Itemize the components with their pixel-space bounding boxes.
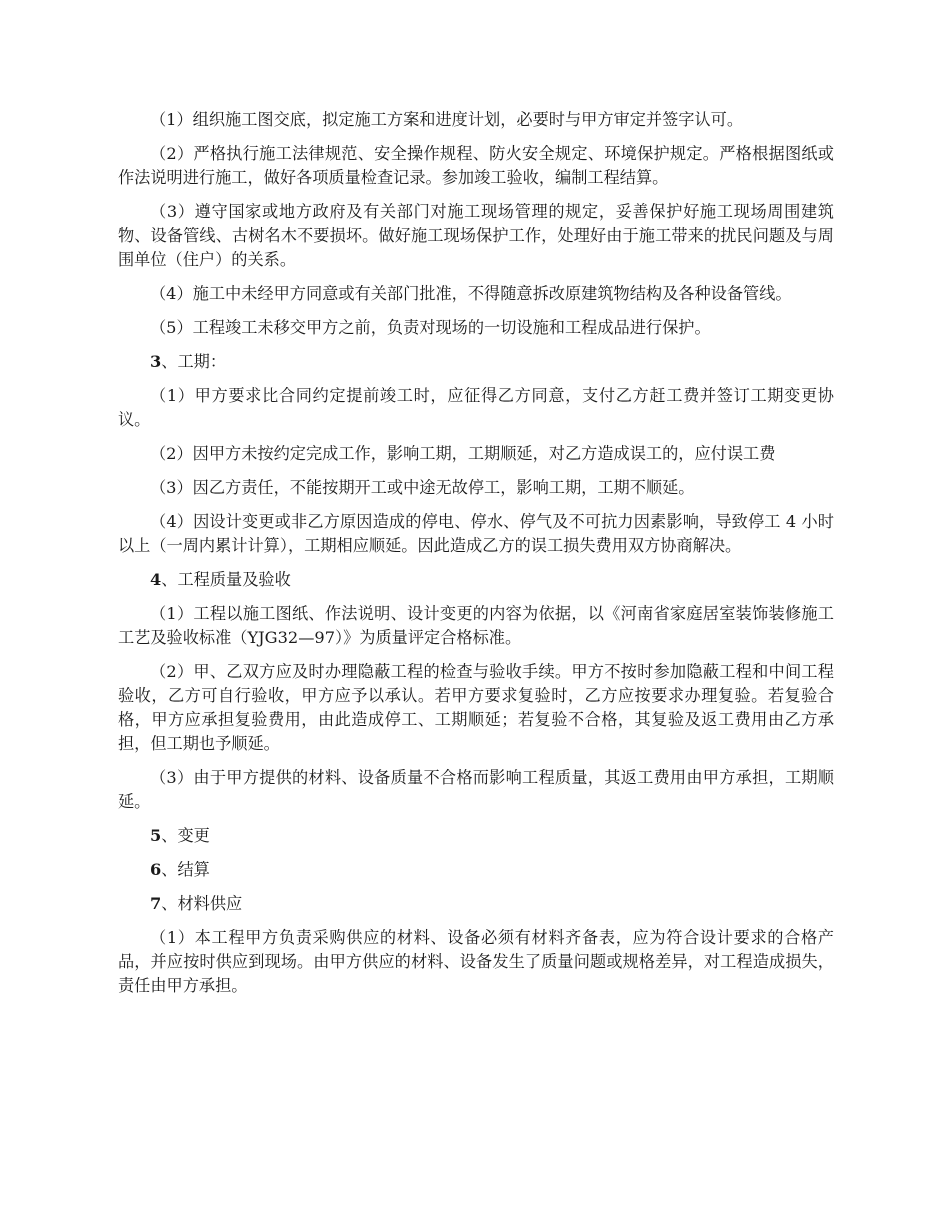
section-heading — [118, 568, 834, 592]
paragraph: （3）因乙方责任，不能按期开工或中途无故停工，影响工期，工期不顺延。 — [150, 478, 695, 497]
section-title: 、工期： — [161, 352, 227, 371]
paragraph: （3）由于甲方提供的材料、设备质量不合格而影响工程质量，其返工费用由甲方承担，工期顺延。 — [118, 768, 834, 811]
section-heading — [118, 350, 834, 374]
section-number: 6 — [150, 860, 162, 879]
section-title: 、变更 — [161, 826, 210, 845]
section-number: 7 — [150, 894, 162, 913]
paragraph: （5）工程竣工未移交甲方之前，负责对现场的一切设施和工程成品进行保护。 — [150, 318, 711, 337]
paragraph: （2）严格执行施工法律规范、安全操作规程、防火安全规定、环境保护规定。严格根据图纸或作法说明进行施工，做好各项质量检查记录。参加竣工验收，编制工程结算。 — [118, 144, 834, 187]
paragraph: （1）工程以施工图纸、作法说明、设计变更的内容为依据，以《河南省家庭居室装饰装修施工工艺及验收标准（YJG32—97）》为质量评定合格标准。 — [118, 604, 834, 647]
paragraph: （2）因甲方未按约定完成工作，影响工期，工期顺延，对乙方造成误工的，应付误工费 — [150, 444, 776, 463]
section-heading — [118, 892, 834, 916]
section-title: 、工程质量及验收 — [161, 570, 291, 589]
section-heading — [118, 858, 834, 882]
section-title: 、结算 — [161, 860, 210, 879]
paragraph: （4）施工中未经甲方同意或有关部门批准，不得随意拆改原建筑物结构及各种设备管线。 — [150, 284, 792, 303]
section-number: 5 — [150, 826, 162, 845]
paragraph: （2）甲、乙双方应及时办理隐蔽工程的检查与验收手续。甲方不按时参加隐蔽工程和中间工程验收，乙方可自行验收，甲方应予以承认。若甲方要求复验时，乙方应按要求办理复验。若复验合格，甲方应承担复验费用，由此造成停工、工期顺延；若复验不合格，其复验及返工费用由乙方承担，但工期也予顺延。 — [118, 662, 834, 753]
document-body — [118, 108, 834, 1008]
paragraph: （3）遵守国家或地方政府及有关部门对施工现场管理的规定，妥善保护好施工现场周围建筑物、设备管线、古树名木不要损坏。做好施工现场保护工作，处理好由于施工带来的扰民问题及与周围单位（住户）的关系。 — [118, 202, 834, 269]
paragraph: （4）因设计变更或非乙方原因造成的停电、停水、停气及不可抗力因素影响，导致停工 4 小时以上（一周内累计计算），工期相应顺延。因此造成乙方的误工损失费用双方协商解决。 — [118, 512, 834, 555]
paragraph: （1）本工程甲方负责采购供应的材料、设备必须有材料齐备表，应为符合设计要求的合格产品，并应按时供应到现场。由甲方供应的材料、设备发生了质量问题或规格差异，对工程造成损失，责任由甲方承担。 — [118, 928, 834, 995]
section-title: 、材料供应 — [161, 894, 243, 913]
section-heading — [118, 824, 834, 848]
paragraph: （1）组织施工图交底，拟定施工方案和进度计划，必要时与甲方审定并签字认可。 — [150, 110, 744, 129]
section-number: 4 — [150, 570, 162, 589]
section-number: 3 — [150, 352, 162, 371]
paragraph: （1）甲方要求比合同约定提前竣工时，应征得乙方同意，支付乙方赶工费并签订工期变更协议。 — [118, 386, 834, 429]
